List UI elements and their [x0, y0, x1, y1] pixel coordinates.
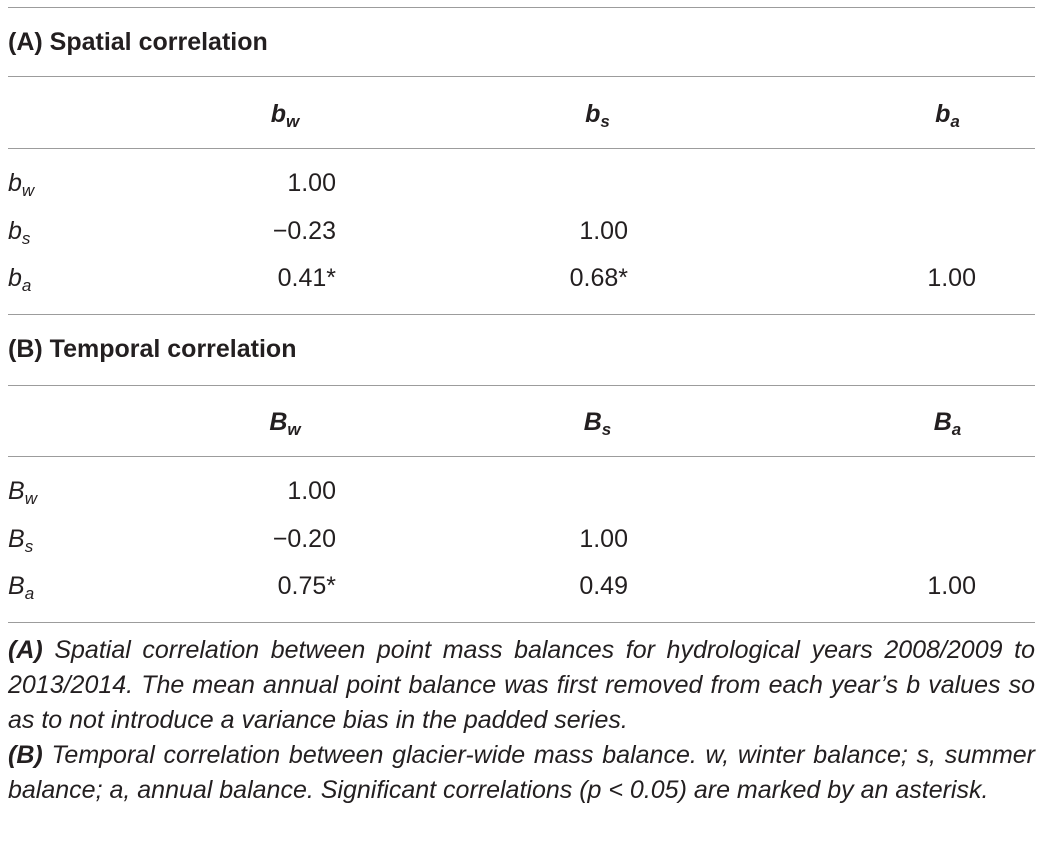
caption-a [8, 633, 1035, 738]
caption-a-label: (A) [8, 636, 43, 664]
caption-b-label: (B) [8, 741, 43, 769]
top-rule [8, 7, 1035, 8]
cell-a-bs-bs: 1.00 [579, 217, 628, 245]
cell-a-bs-bw: −0.23 [272, 217, 336, 245]
row-label-Ba: $B_a$ [8, 572, 35, 603]
caption-a-text: Spatial correlation between point mass balances for hydrological years 2008/2009 to 2013/2014. The mean annual point balance was first removed from each year’s b values so as to not introduce a variance bias in the padded series. [8, 636, 1035, 734]
cell-a-ba-bw: 0.41* [277, 264, 336, 292]
col-header-Ba: $B_a$ [933, 408, 962, 439]
row-label-Bs: $B_s$ [8, 525, 34, 556]
section-b-title-rule [8, 385, 1035, 386]
section-b-title: (B) Temporal correlation [8, 335, 297, 363]
caption-b-text: Temporal correlation between glacier-wide mass balance. w, winter balance; s, summer balance; a, annual balance. Significant correlations (p < 0.05) are marked by an asterisk. [8, 741, 1035, 804]
row-label-Bw: $B_w$ [8, 477, 37, 508]
caption-b [8, 738, 1035, 808]
table-caption [8, 633, 1035, 808]
cell-b-Ba-Bs: 0.49 [579, 572, 628, 600]
col-header-bs: $b_s$ [585, 100, 610, 131]
cell-b-Ba-Ba: 1.00 [927, 572, 976, 600]
row-label-ba: $b_a$ [8, 264, 32, 295]
cell-b-Bw-Bw: 1.00 [287, 477, 336, 505]
cell-b-Bs-Bw: −0.20 [272, 525, 336, 553]
row-label-bw: $b_w$ [8, 169, 35, 200]
row-label-bs: $b_s$ [8, 217, 31, 248]
col-header-ba: $b_a$ [935, 100, 960, 131]
cell-a-ba-bs: 0.68* [569, 264, 628, 292]
cell-b-Ba-Bw: 0.75* [277, 572, 336, 600]
cell-a-ba-ba: 1.00 [927, 264, 976, 292]
col-header-Bw: $B_w$ [269, 408, 301, 439]
col-header-bw: $b_w$ [270, 100, 300, 131]
cell-a-bw-bw: 1.00 [287, 169, 336, 197]
col-header-Bs: $B_s$ [583, 408, 612, 439]
section-b-bottom-rule [8, 622, 1035, 623]
section-a-header-rule [8, 148, 1035, 149]
section-a-title: (A) Spatial correlation [8, 28, 268, 56]
section-b-header-rule [8, 456, 1035, 457]
section-a-title-rule [8, 76, 1035, 77]
section-a-bottom-rule [8, 314, 1035, 315]
cell-b-Bs-Bs: 1.00 [579, 525, 628, 553]
